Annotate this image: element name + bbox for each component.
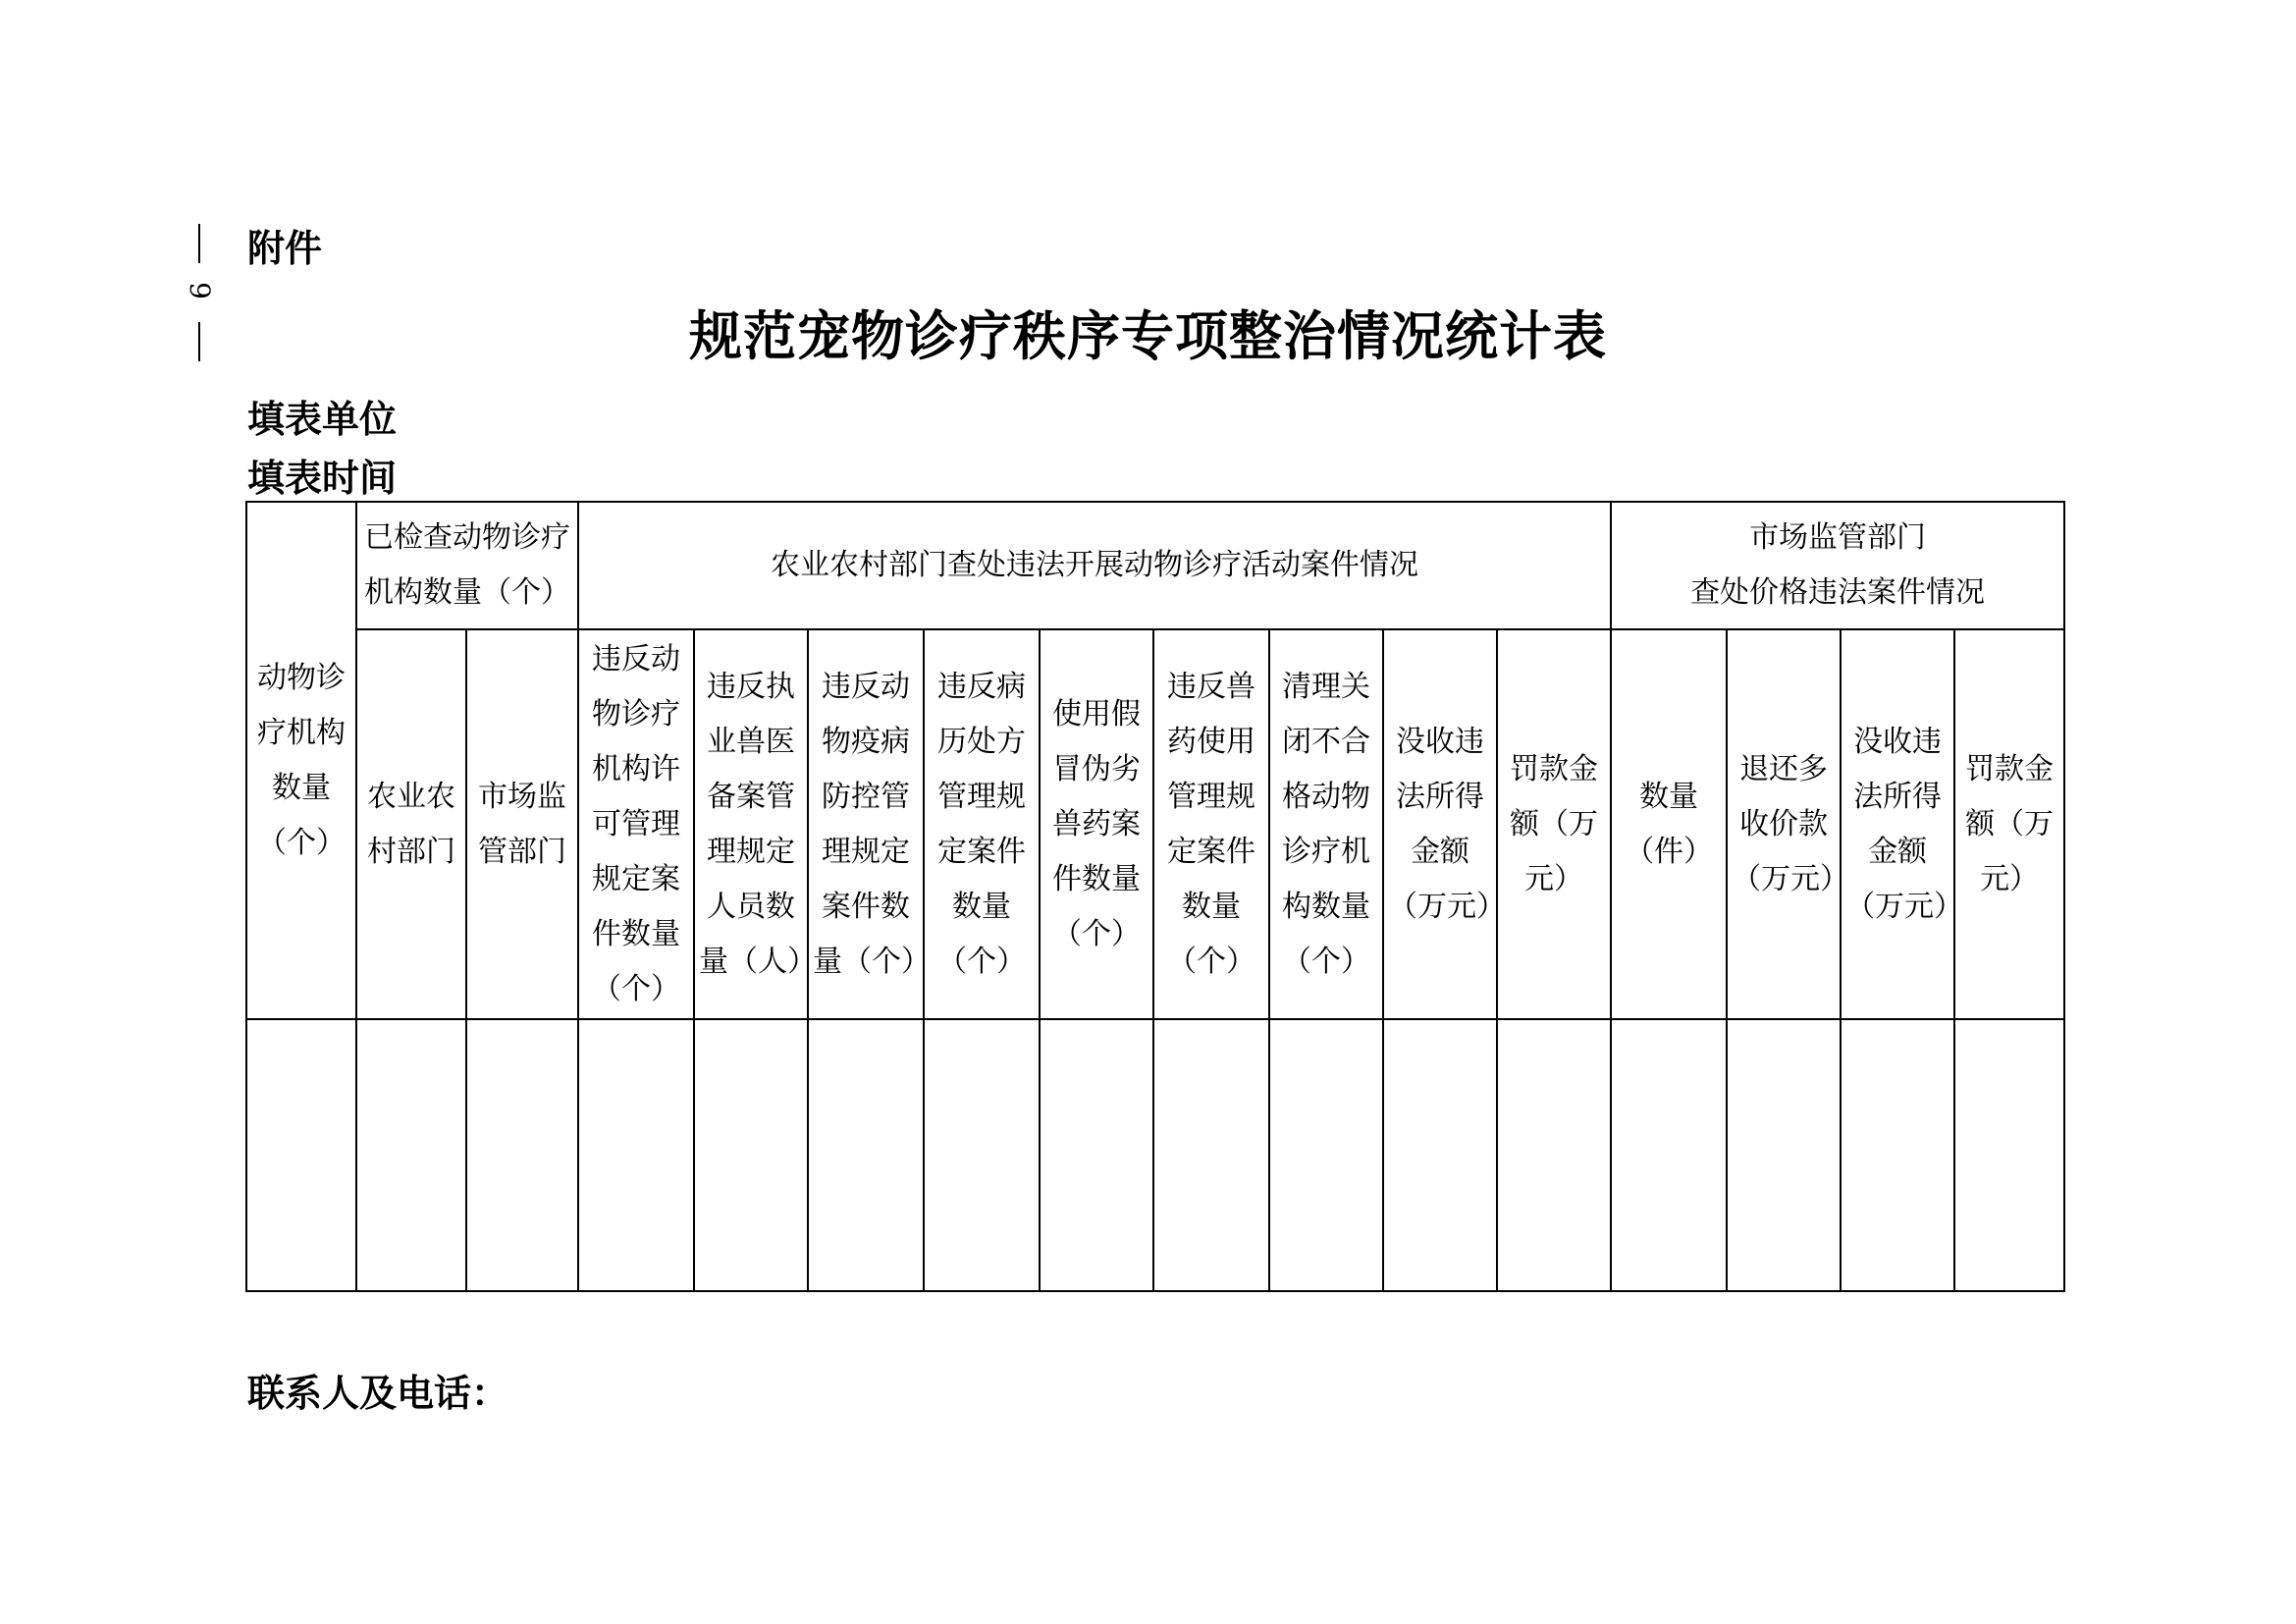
fill-unit-label: 填表单位 bbox=[247, 398, 398, 441]
data-cell[interactable] bbox=[1954, 1019, 2064, 1291]
header-agri-group: 农业农村部门查处违法开展动物诊疗活动案件情况 bbox=[578, 502, 1611, 629]
document-title: 规范宠物诊疗秩序专项整治情况统计表 bbox=[689, 304, 1607, 367]
header-inspected-group: 已检查动物诊疗机构数量（个） bbox=[356, 502, 578, 629]
attachment-label: 附件 bbox=[247, 227, 323, 270]
page-number-value: 9 bbox=[184, 282, 216, 299]
header-sub: 清理关闭不合格动物诊疗机构数量（个） bbox=[1269, 629, 1383, 1019]
data-cell[interactable] bbox=[356, 1019, 466, 1291]
header-sub: 没收违法所得金额（万元） bbox=[1841, 629, 1954, 1019]
header-sub: 数量（件） bbox=[1611, 629, 1727, 1019]
data-cell[interactable] bbox=[1727, 1019, 1841, 1291]
header-sub: 违反执业兽医备案管理规定人员数量（人） bbox=[694, 629, 808, 1019]
header-institution-count: 动物诊疗机构数量（个） bbox=[246, 502, 356, 1019]
header-sub: 退还多收价款（万元） bbox=[1727, 629, 1841, 1019]
header-sub: 市场监管部门 bbox=[466, 629, 578, 1019]
header-sub: 违反病历处方管理规定案件数量（个） bbox=[924, 629, 1040, 1019]
header-sub: 罚款金额（万元） bbox=[1954, 629, 2064, 1019]
fill-time-label: 填表时间 bbox=[247, 457, 398, 500]
page-number-dash-top bbox=[198, 224, 200, 263]
data-cell[interactable] bbox=[1841, 1019, 1954, 1291]
header-sub: 违反兽药使用管理规定案件数量（个） bbox=[1153, 629, 1269, 1019]
data-cell[interactable] bbox=[1383, 1019, 1497, 1291]
data-cell[interactable] bbox=[578, 1019, 694, 1291]
header-sub: 没收违法所得金额（万元） bbox=[1383, 629, 1497, 1019]
header-market-line1: 市场监管部门 bbox=[1749, 520, 1927, 556]
data-cell[interactable] bbox=[1153, 1019, 1269, 1291]
header-sub: 使用假冒伪劣兽药案件数量（个） bbox=[1040, 629, 1153, 1019]
data-cell[interactable] bbox=[246, 1019, 356, 1291]
data-cell[interactable] bbox=[694, 1019, 808, 1291]
header-sub: 违反动物诊疗机构许可管理规定案件数量（个） bbox=[578, 629, 694, 1019]
data-cell[interactable] bbox=[1497, 1019, 1611, 1291]
header-market-line2: 查处价格违法案件情况 bbox=[1690, 575, 1986, 611]
data-cell[interactable] bbox=[924, 1019, 1040, 1291]
data-cell[interactable] bbox=[466, 1019, 578, 1291]
data-cell[interactable] bbox=[1269, 1019, 1383, 1291]
data-cell[interactable] bbox=[1040, 1019, 1153, 1291]
header-sub: 农业农村部门 bbox=[356, 629, 466, 1019]
statistics-table bbox=[245, 501, 2065, 1292]
header-sub: 罚款金额（万元） bbox=[1497, 629, 1611, 1019]
header-market-group bbox=[1611, 502, 2064, 629]
contact-label: 联系人及电话： bbox=[247, 1372, 509, 1415]
data-cell[interactable] bbox=[1611, 1019, 1727, 1291]
header-sub: 违反动物疫病防控管理规定案件数量（个） bbox=[808, 629, 924, 1019]
data-cell[interactable] bbox=[808, 1019, 924, 1291]
